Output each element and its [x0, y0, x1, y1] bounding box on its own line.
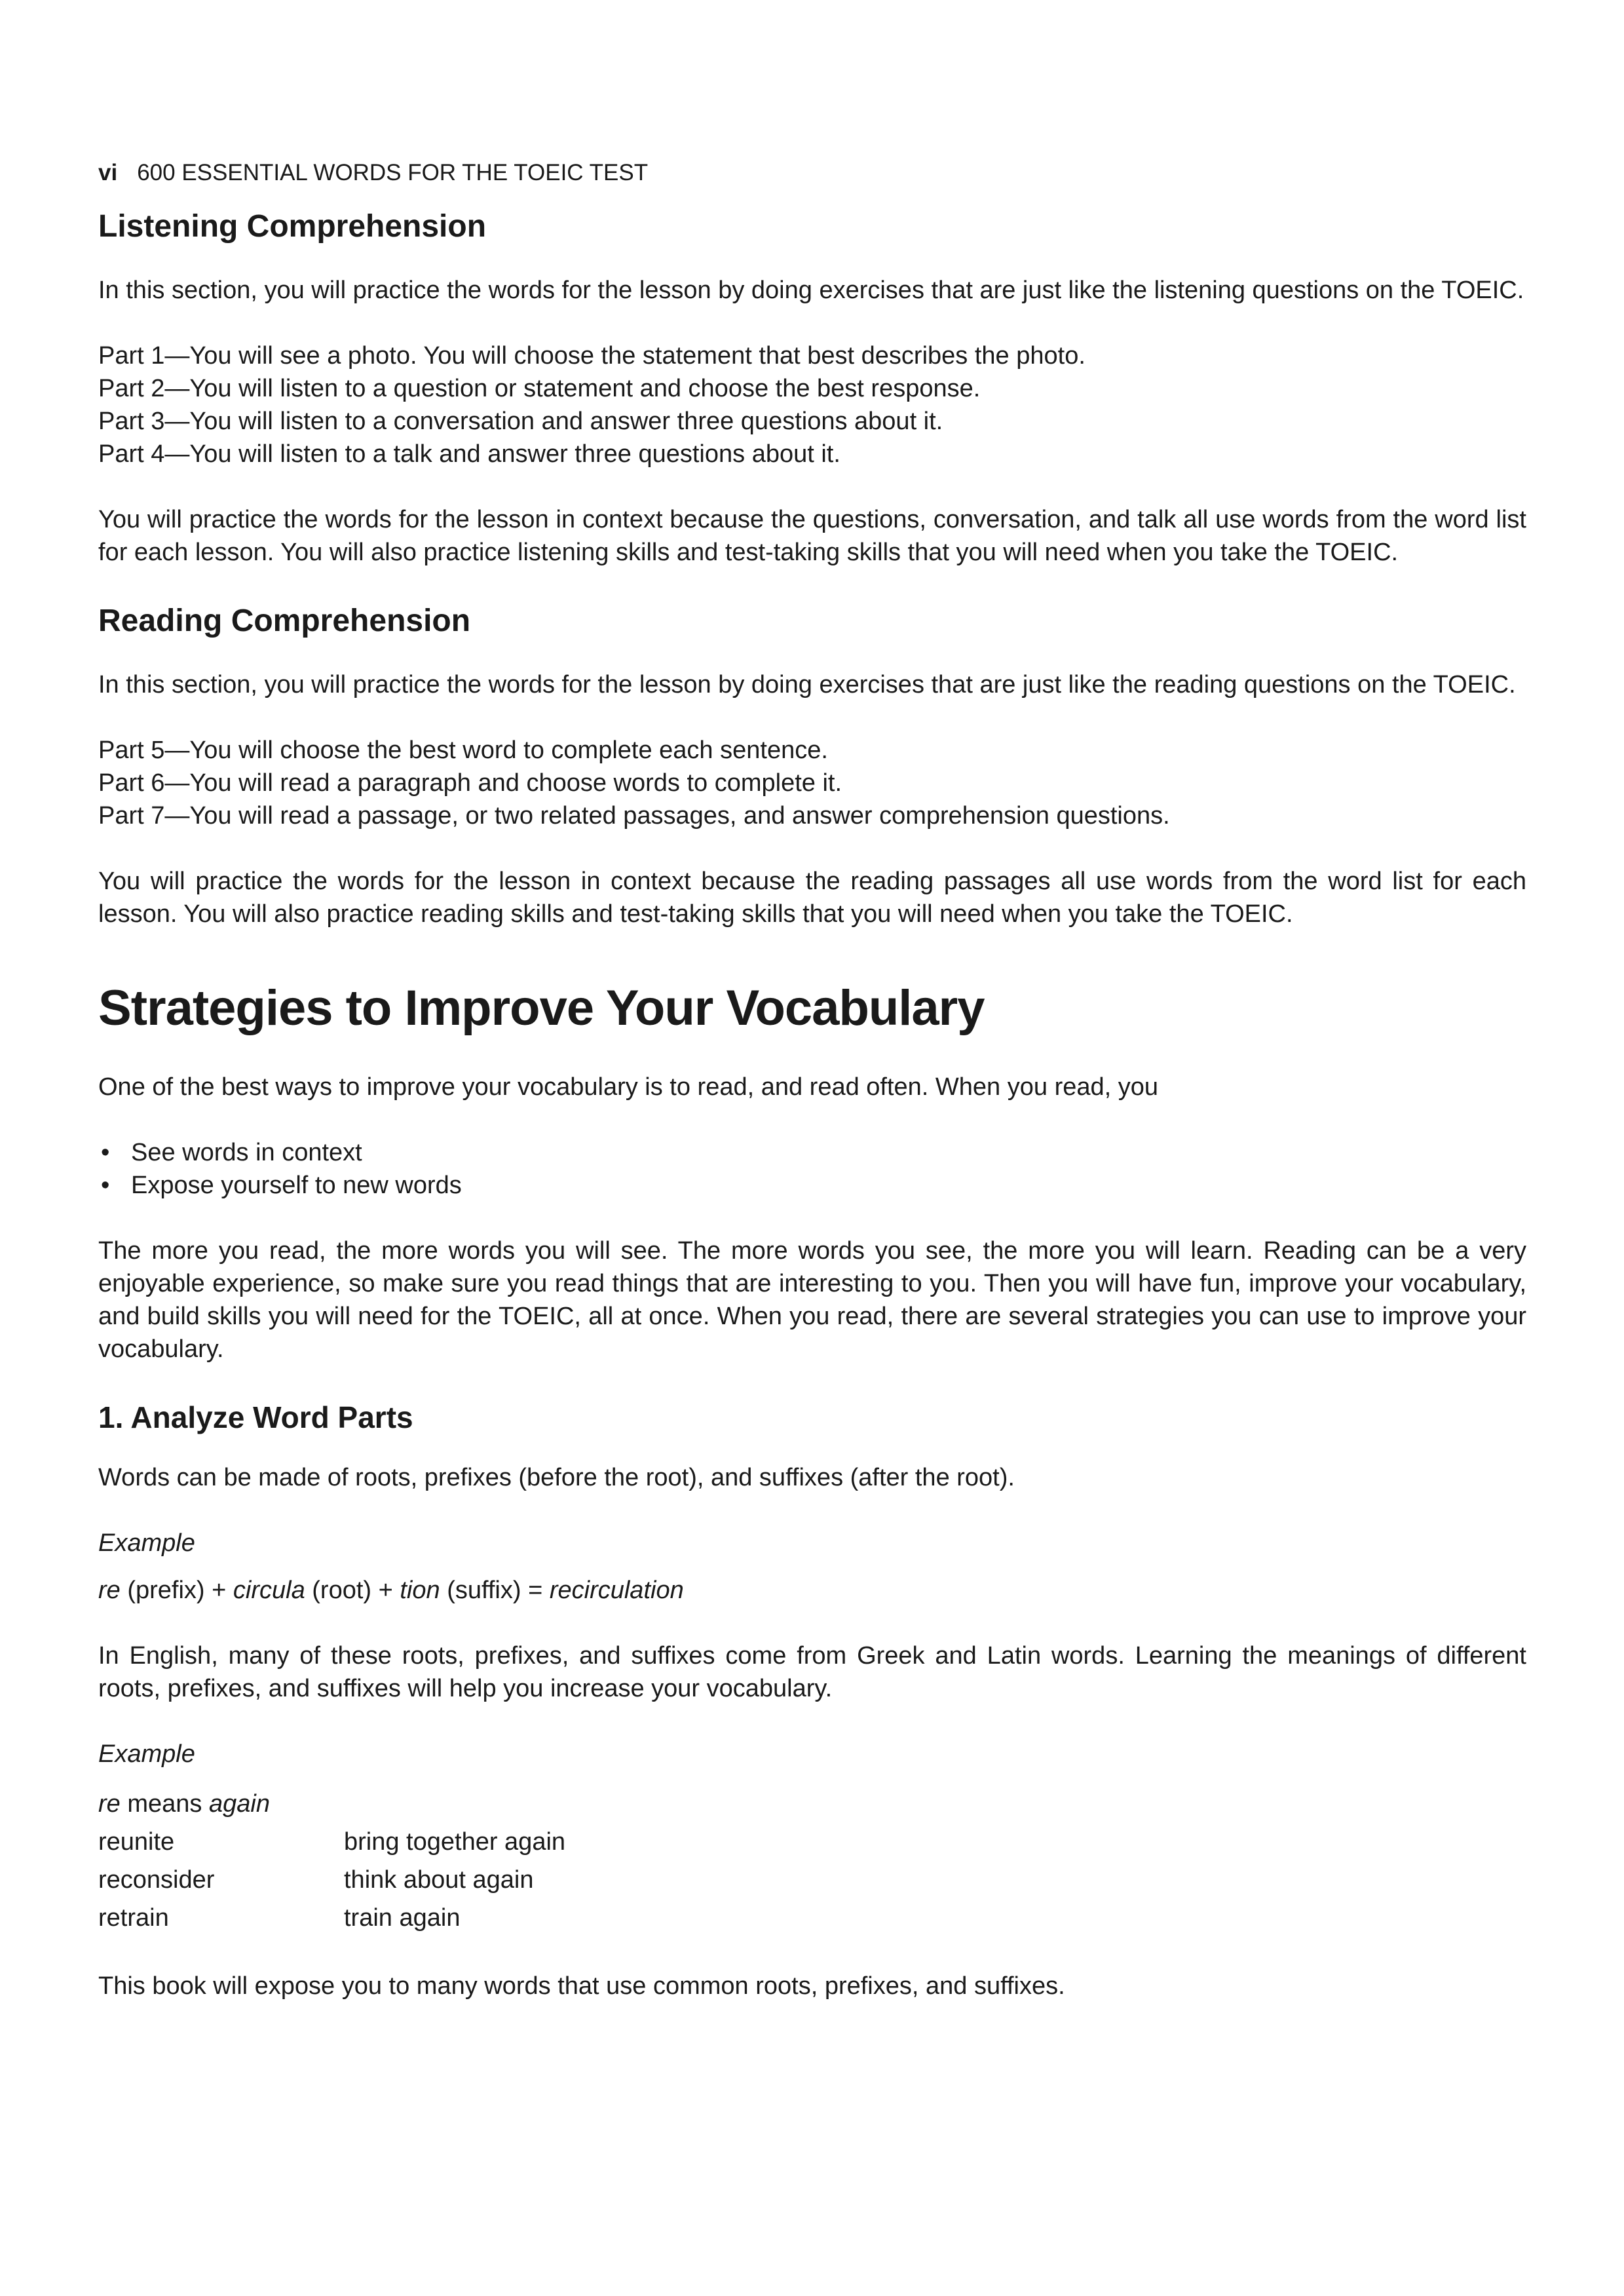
- listening-part-1: Part 1—You will see a photo. You will choose the statement that best describes the photo.: [98, 342, 1086, 370]
- listening-closing: You will practice the words for the lesson in context because the questions, conversation, and talk all use words from the word list for each lesson. You will also practice listening skills and test-taking skills that you will need when you take the TOEIC.: [98, 506, 1526, 566]
- reading-intro: In this section, you will practice the words for the lesson by doing exercises that are just like the reading questions on the TOEIC.: [98, 671, 1516, 698]
- definition-term: retrain: [98, 1904, 169, 1932]
- reading-closing: You will practice the words for the lesson in context because the reading passages all use words from the word list for each lesson. You will also practice reading skills and test-taking skills that you will need when you take the TOEIC.: [98, 868, 1526, 928]
- def-head-prefix: re: [98, 1790, 121, 1818]
- definition-term: reunite: [98, 1828, 175, 1856]
- formula-suffix-label: (suffix) =: [440, 1577, 550, 1604]
- formula-root-label: (root) +: [305, 1577, 400, 1604]
- definition-meaning: think about again: [344, 1866, 534, 1894]
- analyze-heading: 1. Analyze Word Parts: [98, 1400, 413, 1434]
- running-header: [98, 157, 1526, 189]
- formula-result: recirculation: [549, 1577, 684, 1604]
- listening-heading: Listening Comprehension: [98, 209, 487, 244]
- formula-prefix: re: [98, 1577, 121, 1604]
- definition-term: reconsider: [98, 1866, 215, 1894]
- example-label: Example: [98, 1529, 195, 1557]
- reading-part-7: Part 7—You will read a passage, or two related passages, and answer comprehension questions.: [98, 802, 1170, 830]
- analyze-middle: In English, many of these roots, prefixes, and suffixes come from Greek and Latin words. Learning the meanings of different roots, prefixes, and suffixes will help you increase your vocabulary.: [98, 1642, 1526, 1702]
- listening-section: [98, 207, 1526, 569]
- document-page: [98, 157, 1526, 2035]
- formula-suffix: tion: [400, 1577, 440, 1604]
- bullet-text: Expose yourself to new words: [131, 1172, 462, 1199]
- reading-part-6: Part 6—You will read a paragraph and choose words to complete it.: [98, 769, 842, 797]
- definition-row: [98, 1861, 1526, 1899]
- listening-intro: In this section, you will practice the words for the lesson by doing exercises that are just like the listening questions on the TOEIC.: [98, 277, 1524, 304]
- def-head-meaning: again: [208, 1790, 270, 1818]
- analyze-intro: Words can be made of roots, prefixes (before the root), and suffixes (after the root).: [98, 1464, 1015, 1491]
- running-title: 600 ESSENTIAL WORDS FOR THE TOEIC TEST: [137, 160, 649, 185]
- reading-parts-list: [98, 734, 1526, 832]
- definition-meaning: bring together again: [344, 1828, 566, 1856]
- reading-heading: Reading Comprehension: [98, 603, 471, 638]
- definition-meaning: train again: [344, 1904, 461, 1932]
- strategies-heading: Strategies to Improve Your Vocabulary: [98, 980, 985, 1036]
- definition-row: [98, 1823, 1526, 1861]
- formula-prefix-label: (prefix) +: [120, 1577, 233, 1604]
- reading-part-5: Part 5—You will choose the best word to complete each sentence.: [98, 737, 828, 764]
- word-formula: [98, 1574, 1526, 1607]
- definition-row: [98, 1899, 1526, 1937]
- strategies-section: [98, 979, 1526, 1366]
- bullet-item: [98, 1136, 1526, 1169]
- definition-head: [98, 1785, 1526, 1823]
- reading-section: [98, 602, 1526, 930]
- analyze-section: [98, 1398, 1526, 2002]
- strategies-intro: One of the best ways to improve your vocabulary is to read, and read often. When you read, you: [98, 1073, 1159, 1101]
- bullet-text: See words in context: [131, 1139, 362, 1166]
- bullet-item: [98, 1169, 1526, 1202]
- formula-root: circula: [233, 1577, 305, 1604]
- listening-part-4: Part 4—You will listen to a talk and answer three questions about it.: [98, 440, 840, 468]
- analyze-closing: This book will expose you to many words that use common roots, prefixes, and suffixes.: [98, 1972, 1065, 2000]
- bullet-icon: •: [101, 1139, 110, 1166]
- strategies-body: The more you read, the more words you will see. The more words you see, the more you will learn. Reading can be a very enjoyable experience, so make sure you read things that are interesting to you. Then you will have fun, improve your vocabulary, and build skills you will need for the TOEIC, all at once. When you read, there are several strategies you can use to improve your vocabulary.: [98, 1237, 1526, 1363]
- definition-table: [98, 1785, 1526, 1937]
- strategies-bullet-list: [98, 1136, 1526, 1202]
- listening-part-3: Part 3—You will listen to a conversation and answer three questions about it.: [98, 408, 943, 435]
- example-label: Example: [98, 1740, 195, 1768]
- bullet-icon: •: [101, 1172, 110, 1199]
- listening-part-2: Part 2—You will listen to a question or statement and choose the best response.: [98, 375, 981, 402]
- page-number: vi: [98, 160, 118, 185]
- listening-parts-list: [98, 339, 1526, 470]
- def-head-means: means: [120, 1790, 209, 1818]
